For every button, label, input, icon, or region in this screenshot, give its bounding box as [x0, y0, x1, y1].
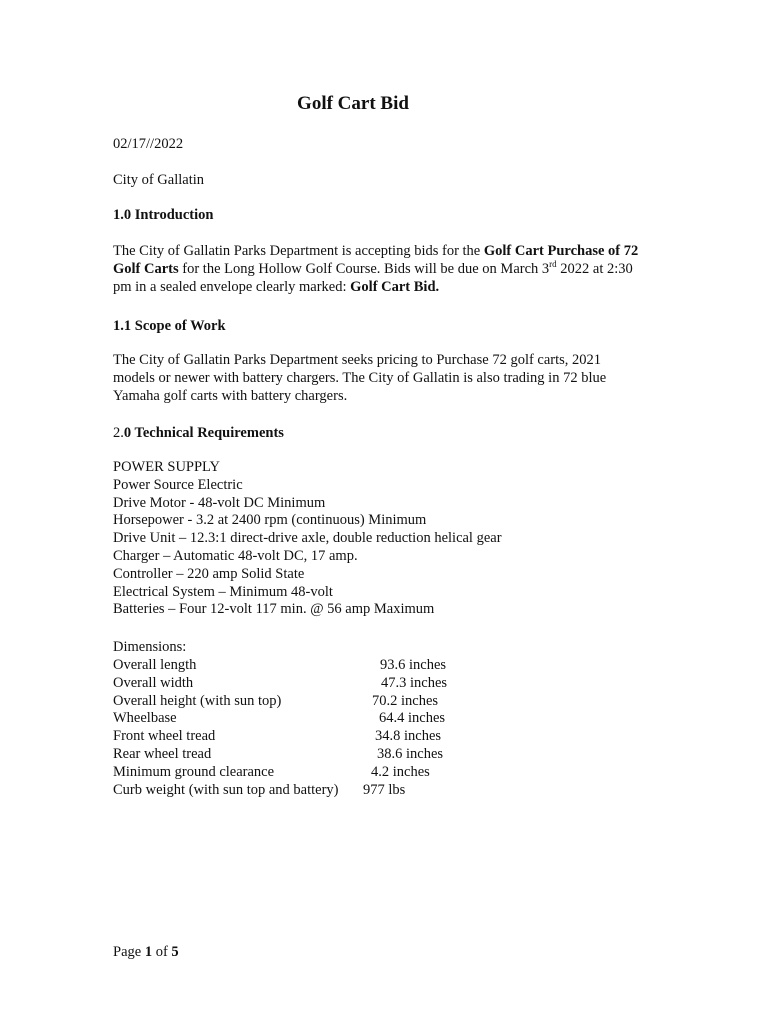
- dimension-label: Front wheel tread: [113, 728, 216, 744]
- list-item: Drive Motor - 48-volt DC Minimum: [113, 494, 326, 511]
- intro-bold-1: Golf Cart Purchase of 72 Golf Carts: [113, 243, 639, 277]
- dimension-label: Overall length: [113, 657, 197, 673]
- intro-text-3: 2022 at 2:30 pm in a sealed envelope clearly marked:: [113, 261, 633, 295]
- intro-text-1: The City of Gallatin Parks Department is accepting bids for the: [113, 243, 484, 259]
- page-title: Golf Cart Bid: [297, 93, 409, 114]
- city-name: City of Gallatin: [113, 172, 205, 188]
- list-item: Electrical System – Minimum 48-volt: [113, 583, 333, 600]
- intro-superscript: rd: [549, 259, 557, 270]
- dimension-label: Minimum ground clearance: [113, 764, 275, 780]
- scope-heading: 1.1 Scope of Work: [113, 318, 226, 334]
- dimension-value: 70.2 inches: [372, 693, 439, 709]
- tech-heading: [113, 424, 284, 442]
- tech-heading-bold: 0 Technical Requirements: [123, 425, 284, 441]
- dimension-label: Rear wheel tread: [113, 746, 212, 762]
- intro-paragraph: [113, 242, 653, 296]
- dimension-value: 34.8 inches: [375, 728, 442, 744]
- dimension-value: 47.3 inches: [381, 675, 448, 691]
- list-item: Drive Unit – 12.3:1 direct-drive axle, double reduction helical gear: [113, 530, 502, 547]
- dimensions-heading: Dimensions:: [113, 639, 187, 655]
- list-item: POWER SUPPLY: [113, 459, 220, 475]
- dimension-value: 977 lbs: [363, 782, 406, 798]
- document-date: 02/17//2022: [113, 136, 184, 152]
- list-item: Power Source Electric: [113, 476, 243, 493]
- page-number: [113, 943, 179, 961]
- tech-heading-prefix: 2.: [113, 425, 124, 441]
- power-supply-list: [113, 459, 502, 619]
- page-word: Page: [113, 944, 145, 960]
- dimension-label: Wheelbase: [113, 710, 177, 726]
- dimension-label: Curb weight (with sun top and battery): [113, 782, 339, 798]
- dimension-label: Overall width: [113, 675, 194, 691]
- dimension-value: 4.2 inches: [371, 764, 430, 780]
- dimension-label: Overall height (with sun top): [113, 693, 282, 709]
- page-current: 1: [144, 944, 153, 960]
- dimension-value: 64.4 inches: [379, 710, 446, 726]
- intro-text-2: for the Long Hollow Golf Course. Bids will be due on March 3: [178, 261, 550, 277]
- list-item: Horsepower - 3.2 at 2400 rpm (continuous) Minimum: [113, 512, 427, 529]
- list-item: Controller – 220 amp Solid State: [113, 565, 305, 582]
- list-item: Batteries – Four 12-volt 117 min. @ 56 amp Maximum: [113, 601, 435, 618]
- intro-bold-2: Golf Cart Bid.: [350, 279, 440, 295]
- dimension-value: 38.6 inches: [377, 746, 444, 762]
- page-total: 5: [171, 944, 179, 960]
- dimension-value: 93.6 inches: [380, 657, 447, 673]
- page-of-word: of: [152, 944, 172, 960]
- intro-heading: 1.0 Introduction: [113, 207, 214, 223]
- list-item: Charger – Automatic 48-volt DC, 17 amp.: [113, 547, 358, 564]
- scope-paragraph: The City of Gallatin Parks Department seeks pricing to Purchase 72 golf carts, 2021 models or newer with battery chargers. The City of Gallatin is also trading in 72 blue Yamaha golf carts with battery chargers.: [113, 352, 607, 404]
